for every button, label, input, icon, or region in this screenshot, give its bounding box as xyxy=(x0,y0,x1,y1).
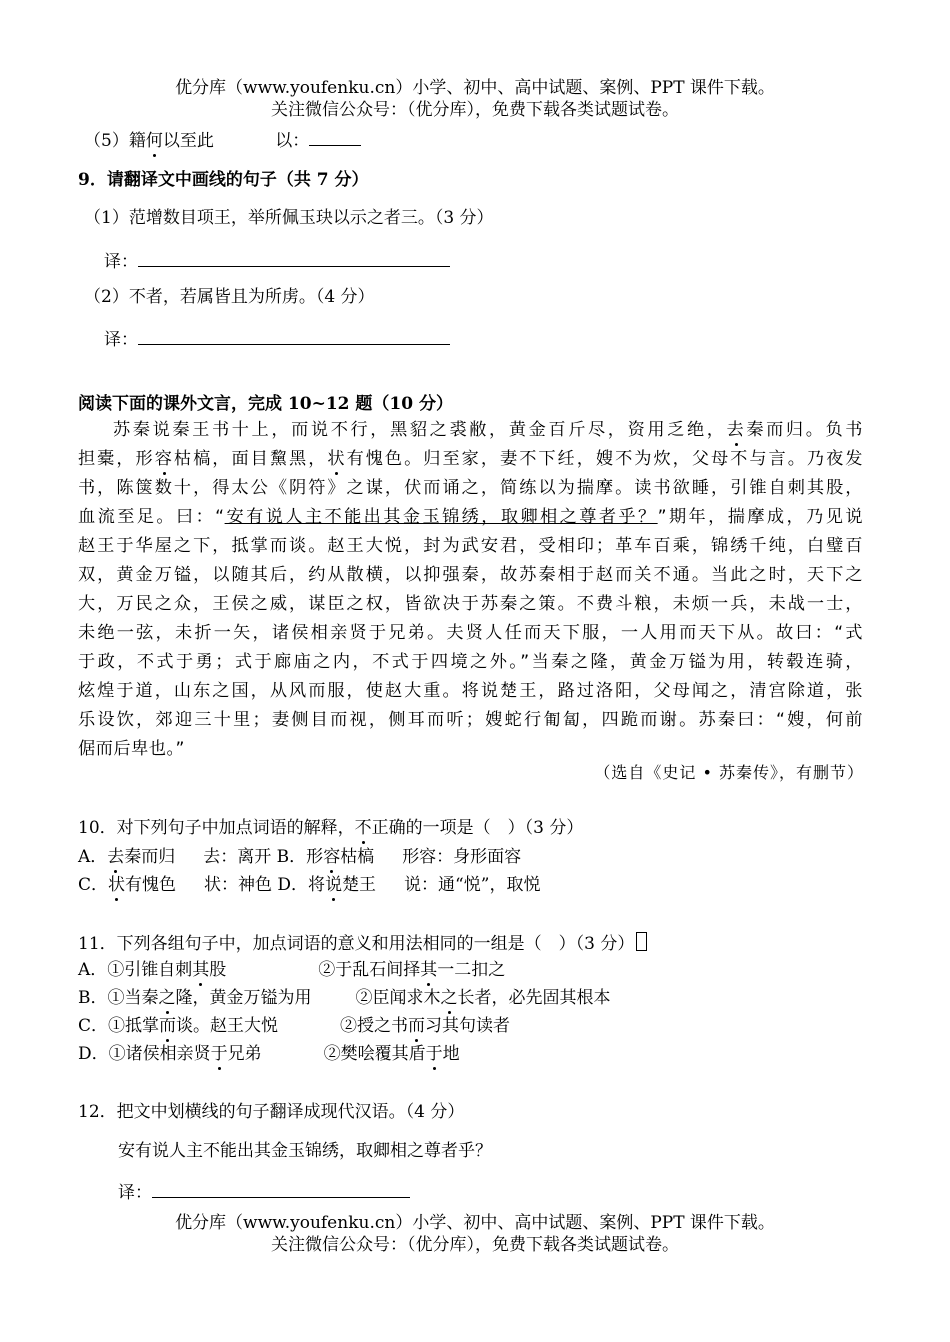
reading-title: 阅读下面的课外文言，完成 10~12 题（10 分） xyxy=(78,394,453,414)
passage-line-12: 倨而后卑也。” xyxy=(78,739,185,759)
passage-line-2: 担橐，形容枯槁，面目黧黑，状有愧色。归至家，妻不下纴，嫂不为炊，父母不与言。乃夜发 xyxy=(78,449,863,469)
footer-line-2: 关注微信公众号：（优分库），免费下载各类试题试卷。 xyxy=(271,1235,679,1255)
q9-sentence-1: （1）范增数目项王，举所佩玉玦以示之者三。（3 分） xyxy=(84,208,494,228)
passage-line-10: 炫煌于道，山东之国，从风而服，使赵大重。将说楚王，路过洛阳，父母闻之，清宫除道，张 xyxy=(78,681,863,701)
q9-sentence-2: （2）不者，若属皆且为所虏。（4 分） xyxy=(84,287,375,307)
answer-blank[interactable] xyxy=(138,326,450,345)
footer-line-1: 优分库（www.youfenku.cn）小学、初中、高中试题、案例、PPT 课件下载。 xyxy=(175,1213,775,1233)
q8-item-5: （5）籍何以至此 以： xyxy=(84,127,361,152)
q12-answer: 译： xyxy=(118,1179,410,1204)
underlined-sentence: 安有说人主不能出其金玉锦绣，取卿相之尊者乎？ xyxy=(224,507,658,527)
q9-answer-2: 译： xyxy=(104,326,450,351)
passage-source: （选自《史记 • 苏秦传》，有删节） xyxy=(594,763,864,782)
passage-line-3: 书，陈箧数十，得太公《阴符》之谋，伏而诵之，简练以为揣摩。读书欲睡，引锥自刺其股， xyxy=(78,478,863,498)
header-line-1: 优分库（www.youfenku.cn）小学、初中、高中试题、案例、PPT 课件下载。 xyxy=(175,78,775,98)
answer-blank[interactable] xyxy=(152,1179,410,1198)
q11-option-d: D．①诸侯相亲贤于兄弟 ②樊哙覆其盾于地 xyxy=(78,1044,460,1064)
missing-glyph-box xyxy=(636,932,647,951)
passage-line-6: 双，黄金万镒，以随其后，约从散横，以抑强秦，故苏秦相于赵而关不通。当此之时，天下之 xyxy=(78,565,863,585)
q9-title: 9．请翻译文中画线的句子（共 7 分） xyxy=(78,170,369,190)
passage-line-9: 于政，不式于勇；式于廊庙之内，不式于四境之外。”当秦之隆，黄金万镒为用，转毂连骑， xyxy=(78,652,863,672)
q11-stem: 11．下列各组句子中，加点词语的意义和用法相同的一组是（ ）（3 分） xyxy=(78,932,647,955)
q11-option-b: B．①当秦之隆，黄金万镒为用 ②臣闻求木之长者，必先固其根本 xyxy=(78,988,611,1008)
q11-option-a: A．①引锥自刺其股 ②于乱石间择其一二扣之 xyxy=(78,960,506,980)
passage-line-1: 苏秦说秦王书十上，而说不行，黑貂之裘敝，黄金百斤尽，资用乏绝，去秦而归。负书 xyxy=(113,420,863,440)
q12-stem: 12．把文中划横线的句子翻译成现代汉语。（4 分） xyxy=(78,1102,465,1122)
header-line-2: 关注微信公众号：（优分库），免费下载各类试题试卷。 xyxy=(271,100,679,120)
q11-option-c: C．①抵掌而谈。赵王大悦 ②授之书而习其句读者 xyxy=(78,1016,511,1036)
passage-line-8: 未绝一弦，未折一矢，诸侯相亲贤于兄弟。夫贤人任而天下服，一人用而天下从。故曰：“式 xyxy=(78,623,863,643)
passage-line-5: 赵王于华屋之下，抵掌而谈。赵王大悦，封为武安君，受相印；革车百乘，锦绣千纯，白璧百 xyxy=(78,536,863,556)
q9-answer-1: 译： xyxy=(104,248,450,273)
q12-sentence: 安有说人主不能出其金玉锦绣，取卿相之尊者乎？ xyxy=(118,1141,492,1161)
q10-stem: 10．对下列句子中加点词语的解释，不正确的一项是（ ）（3 分） xyxy=(78,818,584,838)
answer-blank[interactable] xyxy=(309,127,361,146)
q10-options-cd: C．状有愧色 状：神色 D．将说楚王 说：通“悦”，取悦 xyxy=(78,875,541,895)
passage-line-7: 大，万民之众，王侯之威，谋臣之权，皆欲决于苏秦之策。不费斗粮，未烦一兵，未战一士， xyxy=(78,594,863,614)
passage-line-4: 血流至足。曰：“安有说人主不能出其金玉锦绣，取卿相之尊者乎？”期年，揣摩成，乃见说 xyxy=(78,507,864,527)
q10-options-ab: A．去秦而归 去：离开 B．形容枯槁 形容：身形面容 xyxy=(78,847,522,867)
answer-blank[interactable] xyxy=(138,248,450,267)
passage-line-11: 乐设饮，郊迎三十里；妻侧目而视，侧耳而听；嫂蛇行匍匐，四跪而谢。苏秦曰：“嫂，何前 xyxy=(78,710,863,730)
